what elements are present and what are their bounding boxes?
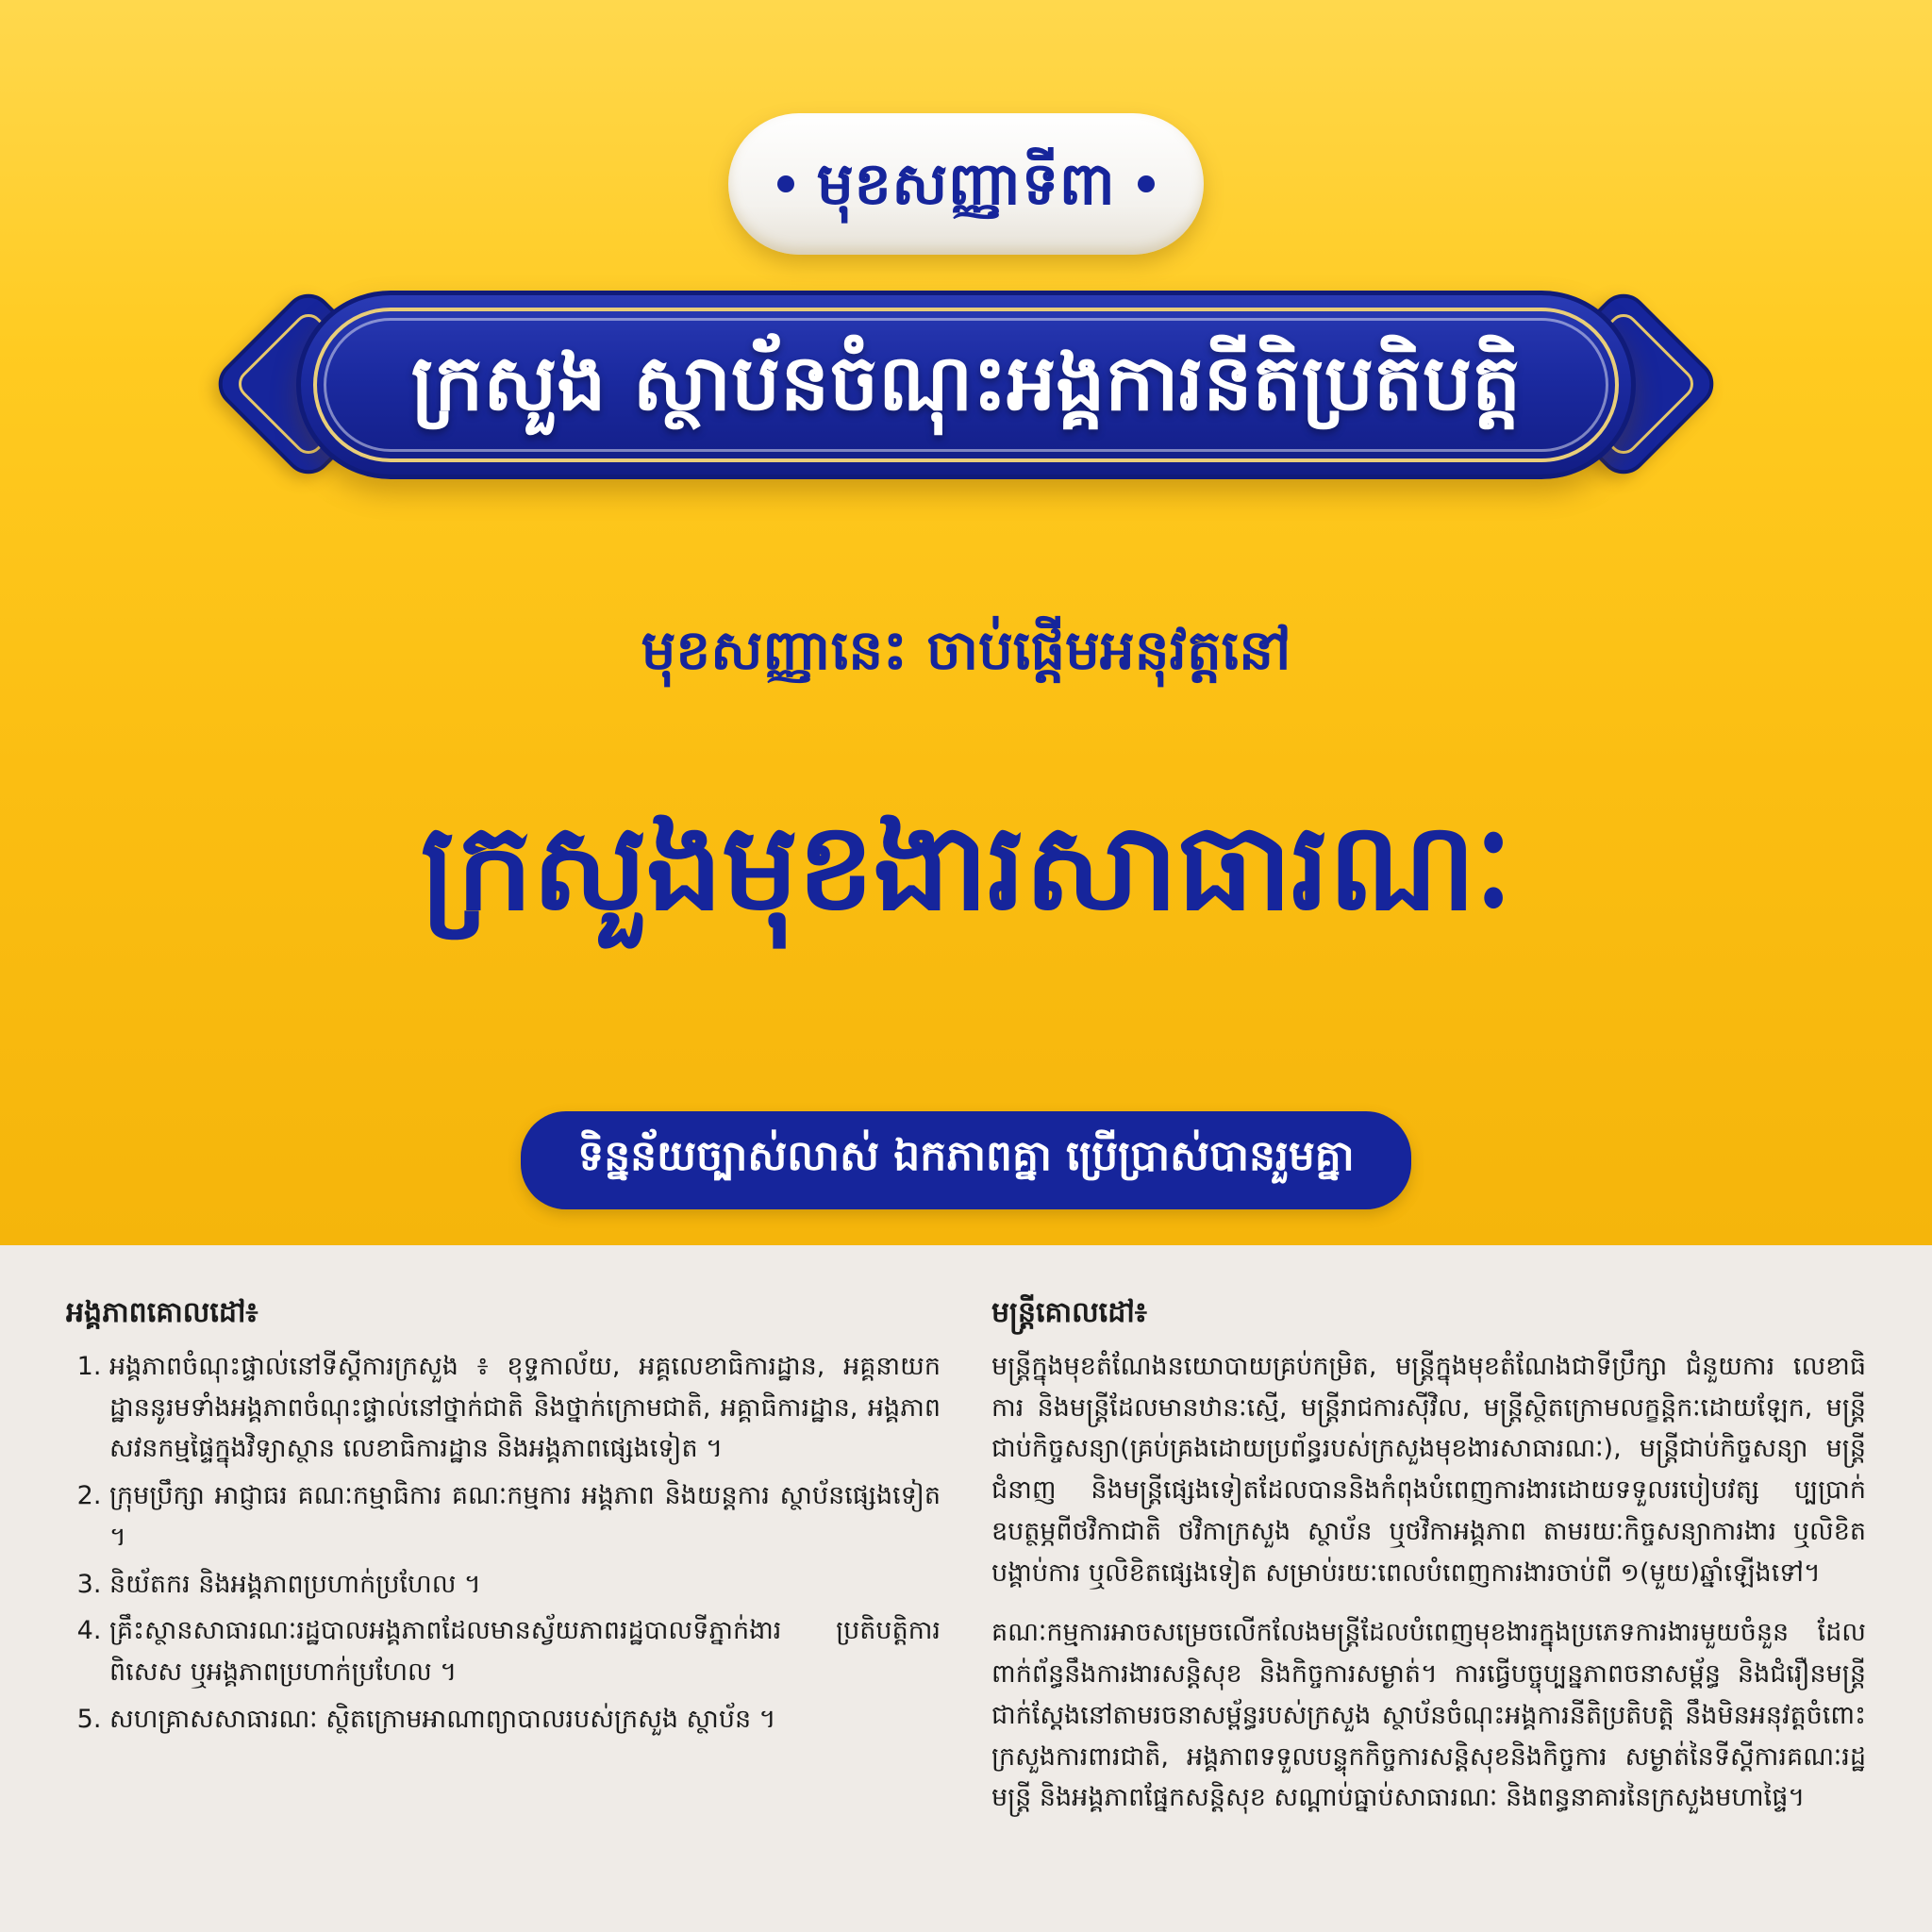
bullet-dot-left-icon [777,175,794,192]
target-units-list [66,1346,941,1740]
list-item: 4. គ្រឹះស្ថានសាធារណៈរដ្ឋបាលអង្គភាពដែលមានស្វ័យភាពរដ្ឋបាលទីភ្នាក់ងារ ប្រតិបត្តិការពិសេស ឬអង្គភាពប្រហាក់ប្រហែល ។ [109,1610,941,1692]
badge-pill [728,113,1205,255]
left-column [66,1294,941,1894]
right-column [991,1294,1866,1894]
banner-container [0,274,1932,495]
banner-ribbon [296,291,1636,479]
right-column-title: មន្ត្រីគោលដៅ៖ [991,1296,1147,1329]
list-item: 5. សហគ្រាសសាធារណៈ ស្ថិតក្រោមអាណាព្យាបាលរបស់ក្រសួង ស្ថាប័ន ។ [109,1699,941,1740]
bullet-dot-right-icon [1138,175,1155,192]
badge-label: មុខសញ្ញាទីពា [816,149,1116,218]
paragraph: មន្ត្រីក្នុងមុខតំណែងនយោបាយគ្រប់កម្រិត, មន្ត្រីក្នុងមុខតំណែងជាទីប្រឹក្សា ជំនួយការ លេខាធិការ និងមន្ត្រីដែលមានឋានៈស្មើ, មន្ត្រីរាជការស៊ីវិល, មន្ត្រីស្ថិតក្រោមលក្ខន្តិកៈដោយឡែក, មន្ត្រីជាប់កិច្ចសន្យា(គ្រប់គ្រងដោយប្រព័ន្ធរបស់ក្រសួងមុខងារសាធារណៈ), មន្ត្រីជាប់កិច្ចសន្យា មន្ត្រីជំនាញ និងមន្ត្រីផ្សេងទៀតដែលបាននិងកំពុងបំពេញការងារដោយទទួលរបៀបវត្ស ប្បប្រាក់ឧបត្ថម្ភពីថវិកាជាតិ ថវិកាក្រសួង ស្ថាប័ន ឬថវិកាអង្គភាព តាមរយៈកិច្ចសន្យាការងារ ឬលិខិតបង្គាប់ការ ឬលិខិតផ្សេងទៀត សម្រាប់រយៈពេលបំពេញការងារចាប់ពី ១(មួយ)ឆ្នាំឡើងទៅ។ [991,1352,1866,1588]
content-section [0,1245,1932,1932]
paragraph: គណៈកម្មការអាចសម្រេចលើកលែងមន្ត្រីដែលបំពេញមុខងារក្នុងប្រភេទការងារមួយចំនួន ដែលពាក់ព័ន្ធនឹងការងារសន្តិសុខ និងកិច្ចការសម្ងាត់។ ការធ្វើបច្ចុប្បន្នភាពចនាសម្ព័ន្ធ និងជំរឿនមន្ត្រីជាក់ស្ដែងនៅតាមរចនាសម្ព័ន្ធរបស់ក្រសួង ស្ថាប័នចំណុះអង្គការនីតិប្រតិបត្តិ នឹងមិនអនុវត្តចំពោះក្រសួងការពារជាតិ, អង្គភាពទទួលបន្ទុកកិច្ចការសន្តិសុខនិងកិច្ចការ សម្ងាត់នៃទីស្ដីការគណៈរដ្ឋមន្ត្រី និងអង្គភាពផ្នែកសន្តិសុខ សណ្ដាប់ធ្នាប់សាធារណៈ និងពន្ធនាគារនៃក្រសួងមហាផ្ទៃ។ [991,1618,1866,1813]
badge-container [0,113,1932,255]
banner-ornament [230,274,1702,495]
left-column-title: អង្គភាពគោលដៅ៖ [66,1296,258,1329]
banner-title: ក្រសួង ស្ថាប័នចំណុះអង្គការនីតិប្រតិបត្តិ [410,339,1522,429]
list-item: 1. អង្គភាពចំណុះផ្ទាល់នៅទីស្ដីការក្រសួង ៖ ខុទ្ទកាល័យ, អគ្គលេខាធិការដ្ឋាន, អគ្គនាយកដ្ឋាននូរមទាំងអង្គភាពចំណុះផ្ទាល់នៅថ្នាក់ជាតិ និងថ្នាក់ក្រោមជាតិ, អគ្គាធិការដ្ឋាន, អង្គភាពសវនកម្មផ្ទៃក្នុងវិទ្យាស្ថាន លេខាធិការដ្ឋាន និងអង្គភាពផ្សេងទៀត ។ [109,1346,941,1470]
list-item: 2. ក្រុមប្រឹក្សា អាជ្ញាធរ គណៈកម្មាធិការ គណៈកម្មការ អង្គភាព និងយន្តការ ស្ថាប័នផ្សេងទៀត ។ [109,1475,941,1557]
hero-headline: ក្រសួងមុខងារសាធារណៈ [420,797,1512,938]
tagline-container [0,1111,1932,1209]
list-item: 3. និយ័តករ និងអង្គភាពប្រហាក់ប្រហែល ។ [109,1564,941,1606]
hero-subtitle: មុខសញ្ញានេះ ចាប់ផ្ដើមអនុវត្តនៅ [641,618,1291,682]
tagline-pill: ទិន្នន័យច្បាស់លាស់ ឯកភាពគ្នា ប្រើប្រាស់បានរួមគ្នា [521,1111,1410,1209]
